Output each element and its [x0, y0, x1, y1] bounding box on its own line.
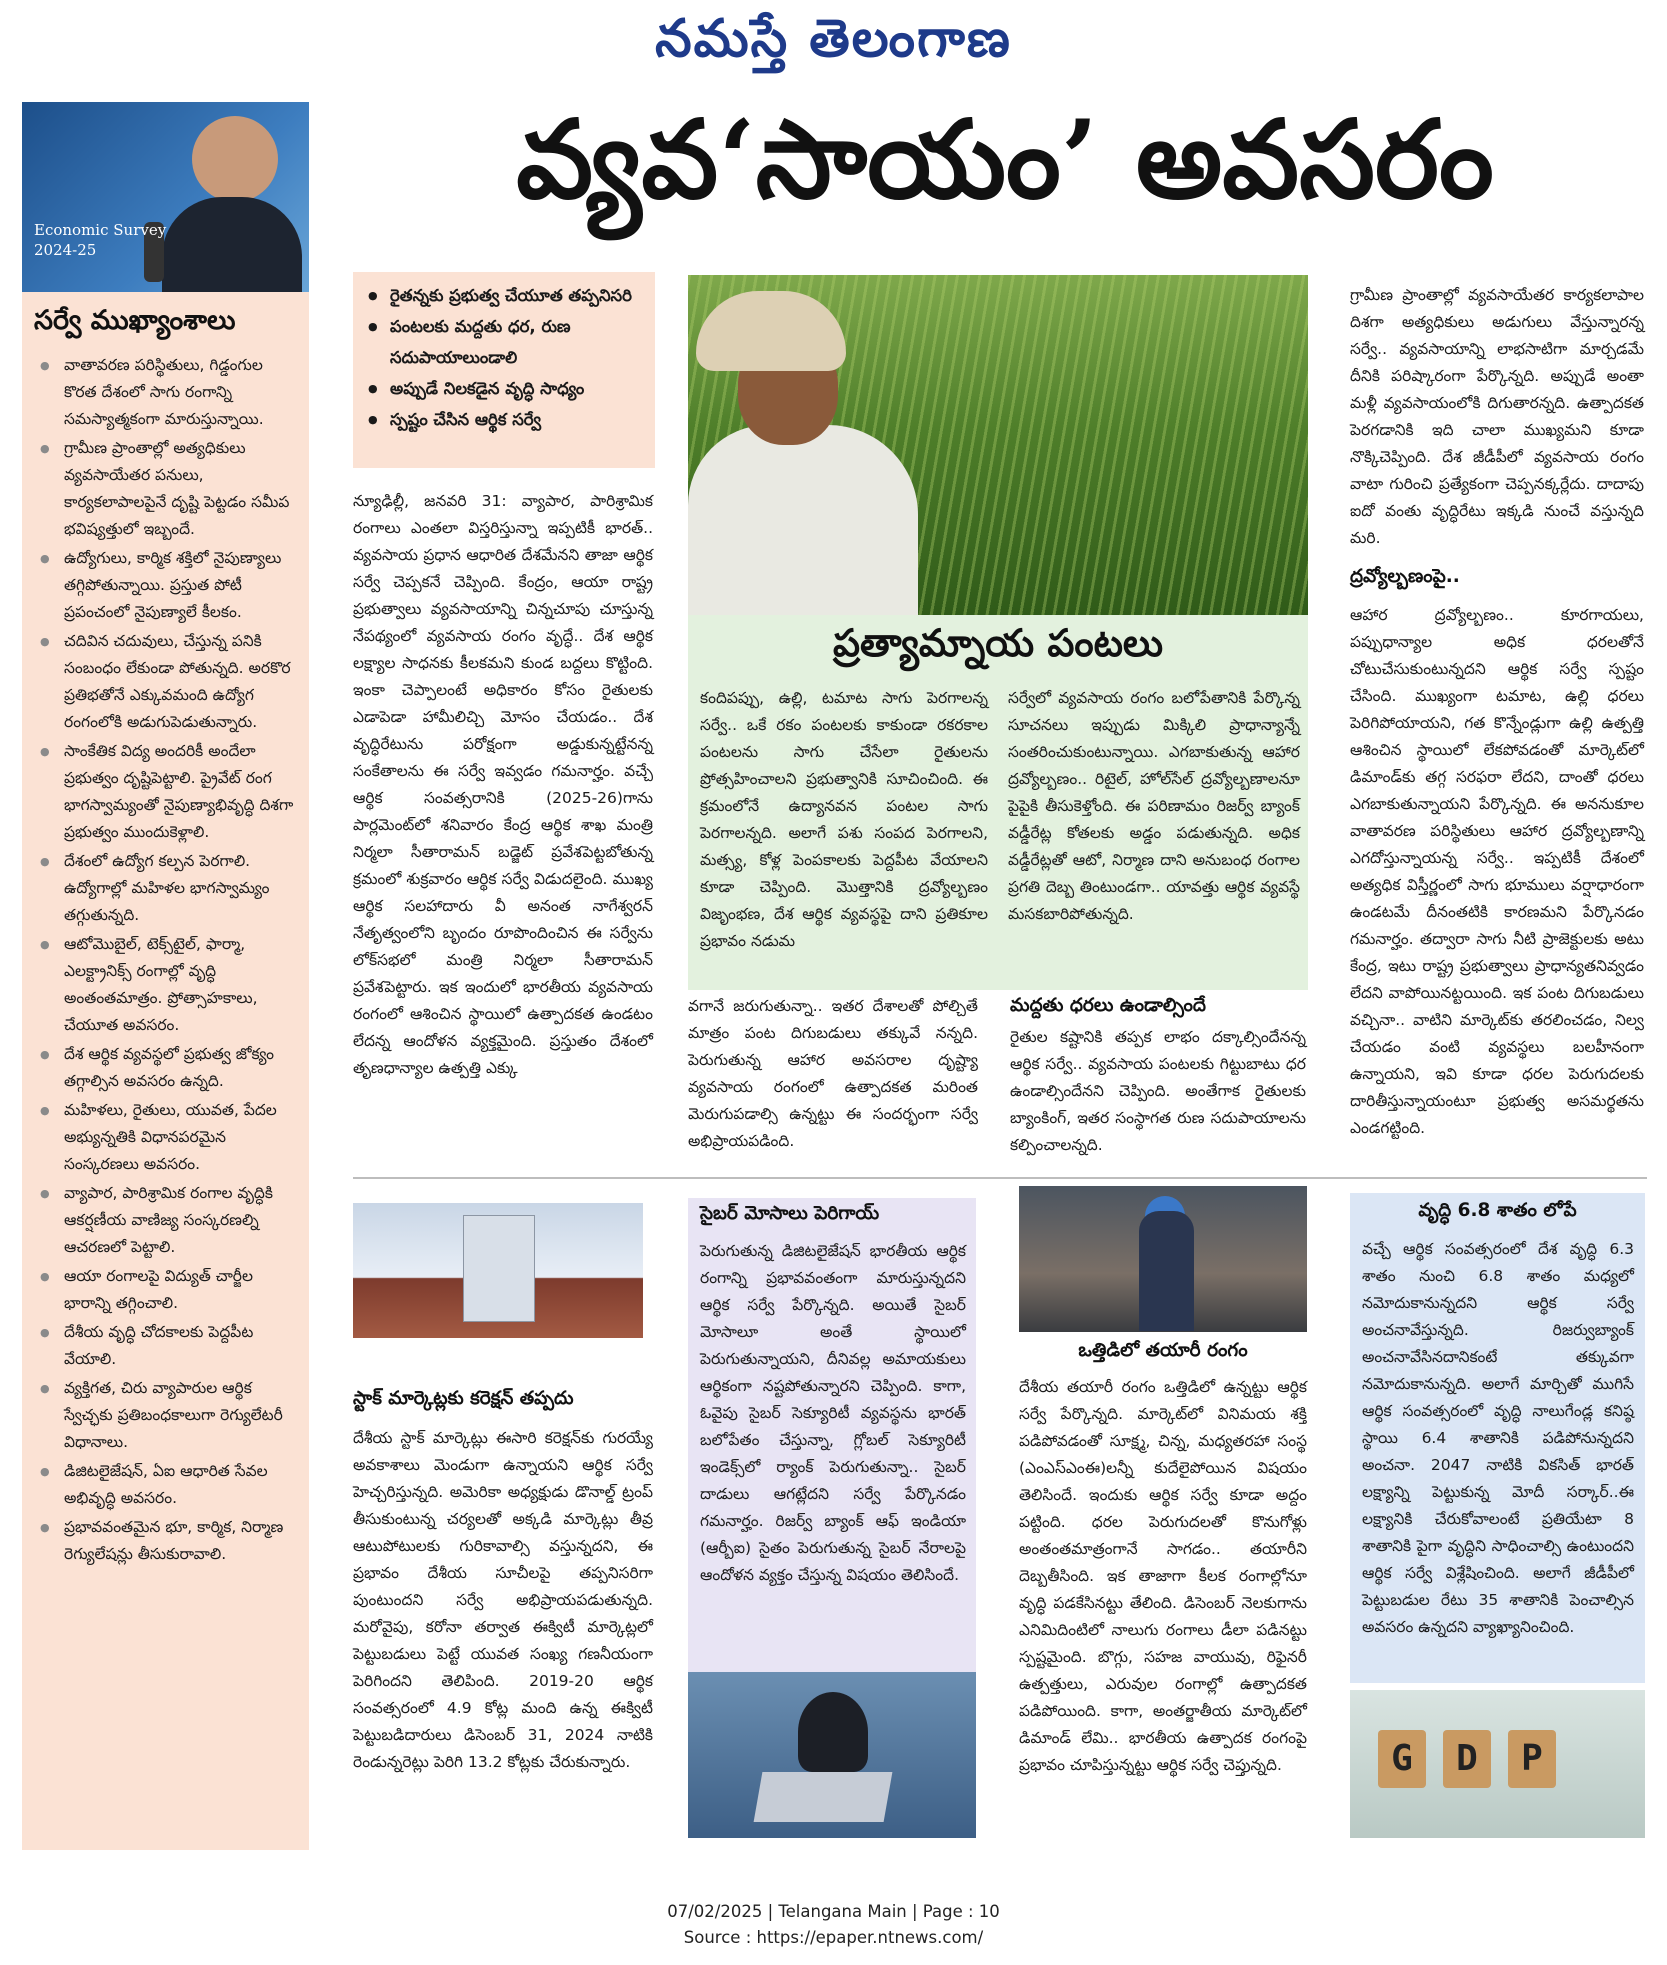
list-item: ● ఆటోమొబైల్, టెక్స్‌టైల్, ఫార్మా, ఎలక్ట్రానిక్స్ రంగాల్లో వృద్ధి అంతంతమాత్రం. ప్రోత్సాహకాలు, చేయూత అవసరం.	[34, 931, 300, 1039]
survey-highlights-list	[34, 352, 300, 1570]
masthead: నమస్తే తెలంగాణ	[655, 8, 1012, 69]
photo-label: Economic Survey 2024-25	[34, 221, 167, 259]
stock-title: స్టాక్ మార్కెట్లకు కరెక్షన్ తప్పదు	[353, 1388, 574, 1409]
inflation-text: ఆహార ద్రవ్యోల్బణం.. కూరగాయలు, పప్పుధాన్యాల అధిక ధరలతోనే చోటుచేసుకుంటున్నదని ఆర్థిక సర్వే స్పష్టం చేసింది. ముఖ్యంగా టమాట, ఉల్లి ధరలు పెరిగిపోయాయని, గత కొన్నేండ్లుగా ఉల్లి ఉత్పత్తి ఆశించిన స్థాయిలో లేకపోవడంతో మార్కెట్‌లో డిమాండ్‌కు తగ్గ సరఫరా లేదని, దాంతో ధరలు ఎగబాకుతున్నాయని పేర్కొన్నది. ఈ అననుకూల వాతావరణ పరిస్థితులు ఆహార ద్రవ్యోల్బణాన్ని ఎగదోస్తున్నాయన్న సర్వే.. ఇప్పటికీ దేశంలో అత్యధిక విస్తీర్ణంలో సాగు భూములు వర్షాధారంగా ఉండటమే దీనంతటికి కారణమని పేర్కొనడం గమనార్హం. తద్వారా సాగు నీటి ప్రాజెక్టులకు అటు కేంద్ర, ఇటు రాష్ట్ర ప్రభుత్వాలు ప్రాధాన్యతనివ్వడం లేదని వాపోయినట్టయింది. ఇక పంట దిగుబడులు వచ్చినా.. వాటిని మార్కెట్‌కు తరలించడం, నిల్వ చేయడం వంటి వ్యవస్థలు బలహీనంగా ఉన్నాయని, ఇవి కూడా ధరల పెరుగుదలకు దారితీస్తున్నాయంటూ ప్రభుత్వ అసమర్థతను ఎండగట్టింది.	[1350, 606, 1644, 1137]
worker-figure	[1139, 1211, 1194, 1331]
farmer-shirt	[688, 425, 918, 615]
farmer-paddy-photo	[688, 275, 1308, 615]
gdp-tile: P	[1508, 1730, 1556, 1788]
list-item: ● మహిళలు, రైతులు, యువత, పేదల అభ్యున్నతికి విధానపరమైన సంస్కరణలు అవసరం.	[34, 1097, 300, 1178]
factory-worker-photo	[1019, 1186, 1307, 1332]
growth-text: వచ్చే ఆర్థిక సంవత్సరంలో దేశ వృద్ధి 6.3 శాతం నుంచి 6.8 శాతం మధ్యలో నమోదుకానున్నదని ఆర్థిక సర్వే అంచనావేస్తున్నది. రిజర్వుబ్యాంక్ అంచనావేసినదానికంటే తక్కువగా నమోదుకానున్నది. అలాగే మార్చితో ముగిసే ఆర్థిక సంవత్సరంలో వృద్ధి నాలుగేండ్ల కనిష్ఠ స్థాయి 6.4 శాతానికి పడిపోనున్నదని అంచనా. 2047 నాటికి వికసిత్ భారత్ లక్ష్యాన్ని పెట్టుకున్న మోదీ సర్కార్..ఈ లక్ష్యానికి చేరుకోవాలంటే ప్రతియేటా 8 శాతానికి పైగా వృద్ధిని సాధించాల్సి ఉంటుందని ఆర్థిక సర్వే విశ్లేషించింది. అలాగే జీడీపీలో పెట్టుబడుల రేటు 35 శాతానికి పెంచాల్సిన అవసరం ఉన్నదని వ్యాఖ్యానించింది.	[1362, 1240, 1634, 1636]
gdp-blocks-photo	[1350, 1690, 1645, 1838]
manufacturing-text: దేశీయ తయారీ రంగం ఒత్తిడిలో ఉన్నట్టు ఆర్థిక సర్వే పేర్కొన్నది. మార్కెట్‌లో వినిమయ శక్తి పడిపోవడంతో సూక్ష్మ, చిన్న, మధ్యతరహా సంస్థ (ఎంఎస్ఎంఈ)లన్నీ కుదేలైపోయిన విషయం తెలిసిందే. ఇందుకు ఆర్థిక సర్వే కూడా అద్దం పట్టింది. ధరల పెరుగుదలతో కొనుగోళ్లు అంతంతమాత్రంగానే సాగడం.. తయారీని దెబ్బతీసింది. ఇక తాజాగా కీలక రంగాల్లోనూ వృద్ధి పడకేసినట్టు తేలింది. డిసెంబర్ నెలకుగాను ఎనిమిదింటిలో నాలుగు రంగాలు డీలా పడినట్టు స్పష్టమైంది. బొగ్గు, సహజ వాయువు, రిఫైనరీ ఉత్పత్తులు, ఎరువుల రంగాల్లో ఉత్పాదకత పడిపోయింది. కాగా, అంతర్జాతీయ మార్కెట్‌లో డిమాండ్ లేమి.. భారతీయ ఉత్పాదక రంగంపై ప్రభావం చూపిస్తున్నట్టు ఆర్థిక సర్వే చెప్తున్నది.	[1019, 1378, 1307, 1774]
highlights-list	[366, 280, 651, 435]
list-item: ● దేశీయ వృద్ధి చోదకాలకు పెద్దపీట వేయాలి.	[34, 1319, 300, 1373]
person-suit	[162, 197, 302, 292]
support-price-title: మద్దతు ధరలు ఉండాల్సిందే	[1010, 995, 1206, 1016]
growth-title: వృద్ధి 6.8 శాతం లోపే	[1418, 1200, 1577, 1221]
building-icon	[463, 1215, 535, 1322]
section-divider	[353, 1177, 1647, 1179]
manufacturing-title: ఒత్తిడిలో తయారీ రంగం	[1078, 1340, 1248, 1361]
list-item: ● గ్రామీణ ప్రాంతాల్లో అత్యధికులు వ్యవసాయేతర పనులు, కార్యకలాపాలపైనే దృష్టి పెట్టడం సమీప భవిష్యత్తులో ఇబ్బందే.	[34, 435, 300, 543]
list-item: ● వ్యాపార, పారిశ్రామిక రంగాల వృద్ధికి ఆకర్షణీయ వాణిజ్య సంస్కరణల్ని ఆచరణలో పెట్టాలి.	[34, 1180, 300, 1261]
person-head	[192, 116, 278, 202]
crops-text-b: సర్వేలో వ్యవసాయ రంగం బలోపేతానికి పేర్కొన్న సూచనలు ఇప్పుడు మిక్కిలి ప్రాధాన్యాన్నే సంతరించుకుంటున్నాయి. ఎగబాకుతున్న ఆహార ద్రవ్యోల్బణం.. రిటైల్, హోల్‌సేల్ ద్రవ్యోల్బణాలనూ పైపైకి తీసుకెళ్తోంది. ఈ పరిణామం రిజర్వ్ బ్యాంక్ వడ్డీరేట్ల కోతలకు అడ్డం పడుతున్నది. అధిక వడ్డీరేట్లతో ఆటో, నిర్మాణ దాని అనుబంధ రంగాల ప్రగతి దెబ్బ తింటుండగా.. యావత్తు ఆర్థిక వ్యవస్థే మసకబారిపోతున్నది.	[1008, 689, 1300, 923]
stock-exchange-photo	[353, 1203, 643, 1338]
crops-continuation: వగానే జరుగుతున్నా.. ఇతర దేశాలతో పోల్చితే మాత్రం పంట దిగుబడులు తక్కువే నన్నది. పెరుగుతున్న ఆహార అవసరాల దృష్ట్యా వ్యవసాయ రంగంలో ఉత్పాదకత మరింత మెరుగుపడాల్సి ఉన్నట్టు ఈ సందర్భంగా సర్వే అభిప్రాయపడింది.	[688, 997, 978, 1150]
list-item: ● ప్రభావవంతమైన భూ, కార్మిక, నిర్మాణ రెగ్యులేషన్లు తీసుకురావాలి.	[34, 1514, 300, 1568]
cyber-title: సైబర్ మోసాలు పెరిగాయ్	[700, 1203, 880, 1224]
sidebar-title: సర్వే ముఖ్యాంశాలు	[34, 305, 236, 336]
headline: వ్యవ‘సాయం’ అవసరం	[516, 97, 1494, 223]
crops-text-a: కందిపప్పు, ఉల్లి, టమాట సాగు పెరగాలన్న సర్వే.. ఒకే రకం పంటలకు కాకుండా రకరకాల పంటలను సాగు చేసేలా రైతులను ప్రోత్సహించాలని ప్రభుత్వానికి సూచించింది. ఈ క్రమంలోనే ఉద్యానవన పంటల సాగు పెరగాలన్నది. అలాగే పశు సంపద పెరగాలని, మత్స్య, కోళ్ల పెంపకాలకు పెద్దపీట వేయాలని కూడా చెప్పింది. మొత్తానికి ద్రవ్యోల్బణం విజృంభణ, దేశ ఆర్థిక వ్యవస్థపై దాని ప్రతికూల ప్రభావం నడుమ	[700, 689, 988, 950]
gdp-tile: D	[1443, 1730, 1491, 1788]
list-item: ● దేశ ఆర్థిక వ్యవస్థలో ప్రభుత్వ జోక్యం తగ్గాల్సిన అవసరం ఉన్నది.	[34, 1041, 300, 1095]
main-article-text: న్యూఢిల్లీ, జనవరి 31: వ్యాపార, పారిశ్రామిక రంగాలు ఎంతలా విస్తరిస్తున్నా ఇప్పటికీ భారత్.. వ్యవసాయ ప్రధాన ఆధారిత దేశమేనని తాజా ఆర్థిక సర్వే చెప్పకనే చెప్పింది. కేంద్రం, ఆయా రాష్ట్ర ప్రభుత్వాలు వ్యవసాయాన్ని చిన్నచూపు చూస్తున్న నేపథ్యంలో వ్యవసాయ రంగం వృద్ధే.. దేశ ఆర్థిక లక్ష్యాల సాధనకు కీలకమని కుండ బద్దలు కొట్టింది. ఇంకా చెప్పాలంటే అధికారం కోసం రైతులకు ఎడాపెడా హామీలిచ్చి మోసం చేయడం.. దేశ వృద్ధిరేటును పరోక్షంగా అడ్డుకున్నట్టేనన్న సంకేతాలను ఈ సర్వే ఇవ్వడం గమనార్హం. వచ్చే ఆర్థిక సంవత్సరానికి (2025-26)గాను పార్లమెంట్‌లో శనివారం కేంద్ర ఆర్థిక శాఖ మంత్రి నిర్మలా సీతారామన్ బడ్జెట్ ప్రవేశపెట్టబోతున్న క్రమంలో శుక్రవారం ఆర్థిక సర్వే విడుదలైంది. ముఖ్య ఆర్థిక సలహాదారు వీ అనంత నాగేశ్వరన్ నేతృత్వంలోని బృందం రూపొందించిన ఈ సర్వేను లోక్‌సభలో మంత్రి నిర్మలా సీతారామన్ ప్రవేశపెట్టారు. ఇక ఇందులో భారతీయ వ్యవసాయ రంగంలో ఆశించిన స్థాయిలో ఉత్పాదకత ఉండటం లేదన్న ఆందోళన వ్యక్తమైంది. ప్రస్తుతం దేశంలో తృణధాన్యాల ఉత్పత్తి ఎక్కు	[353, 492, 653, 1077]
list-item: ● ఆయా రంగాలపై విద్యుత్ చార్జీల భారాన్ని తగ్గించాలి.	[34, 1263, 300, 1317]
hacker-photo	[688, 1672, 976, 1838]
list-item: ● రైతన్నకు ప్రభుత్వ చేయూత తప్పనిసరి	[366, 280, 651, 311]
list-item: ● పంటలకు మద్దతు ధర, రుణ సదుపాయాలుండాలి	[366, 311, 651, 373]
list-item: ● చదివిన చదువులు, చేస్తున్న పనికి సంబంధం లేకుండా పోతున్నది. అరకొర ప్రతిభతోనే ఎక్కువమంది ఉద్యోగ రంగంలోకి అడుగుపెడుతున్నారు.	[34, 628, 300, 736]
list-item: ● డిజిటలైజేషన్, ఏఐ ఆధారిత సేవల అభివృద్ధి అవసరం.	[34, 1458, 300, 1512]
list-item: ● వాతావరణ పరిస్థితులు, గిడ్డంగుల కొరత దేశంలో సాగు రంగాన్ని సమస్యాత్మకంగా మారుస్తున్నాయి.	[34, 352, 300, 433]
gdp-tile: G	[1378, 1730, 1426, 1788]
list-item: ● స్పష్టం చేసిన ఆర్థిక సర్వే	[366, 404, 651, 435]
list-item: ● దేశంలో ఉద్యోగ కల్పన పెరగాలి. ఉద్యోగాల్లో మహిళల భాగస్వామ్యం తగ్గుతున్నది.	[34, 848, 300, 929]
footer-date: 07/02/2025 | Telangana Main | Page : 10	[667, 1902, 1000, 1921]
list-item: ● సాంకేతిక విద్య అందరికీ అందేలా ప్రభుత్వం దృష్టిపెట్టాలి. ప్రైవేట్ రంగ భాగస్వామ్యంతో నైపుణ్యాభివృద్ధి దిశగా ప్రభుత్వం ముందుకెళ్లాలి.	[34, 738, 300, 846]
hacker-hood	[798, 1692, 868, 1772]
crops-title: ప్రత్యామ్నాయ పంటలు	[832, 620, 1164, 665]
support-price-text: రైతుల కష్టానికి తప్పక లాభం దక్కాల్సిందేనన్న ఆర్థిక సర్వే.. వ్యవసాయ పంటలకు గిట్టుబాటు ధర ఉండాల్సిందేనని చెప్పింది. అంతేగాక రైతులకు బ్యాంకింగ్, ఇతర సంస్థాగత రుణ సదుపాయాలను కల్పించాలన్నది.	[1010, 1028, 1306, 1154]
right-column-text: గ్రామీణ ప్రాంతాల్లో వ్యవసాయేతర కార్యకలాపాల దిశగా అత్యధికులు అడుగులు వేస్తున్నారన్న సర్వే.. వ్యవసాయాన్ని లాభసాటిగా మార్చడమే దీనికి పరిష్కారంగా పేర్కొన్నది. అప్పుడే అంతా మళ్లీ వ్యవసాయంలోకి దిగుతారన్నది. ఉత్పాదకత పెరగడానికి ఇది చాలా ముఖ్యమని కూడా నొక్కిచెప్పింది. దేశ జీడీపీలో వ్యవసాయ రంగం వాటా గురించి ప్రత్యేకంగా చెప్పనక్కర్లేదు. దాదాపు ఐదో వంతు వృద్ధిరేటు ఇక్కడి నుంచే వస్తున్నది మరి.	[1350, 286, 1644, 547]
list-item: ● అప్పుడే నిలకడైన వృద్ధి సాధ్యం	[366, 373, 651, 404]
footer-source: Source : https://epaper.ntnews.com/	[683, 1928, 984, 1947]
economic-survey-photo	[22, 102, 309, 292]
stock-text: దేశీయ స్టాక్ మార్కెట్లు ఈసారి కరెక్షన్‌కు గురయ్యే అవకాశాలు మెండుగా ఉన్నాయని ఆర్థిక సర్వే హెచ్చరిస్తున్నది. అమెరికా అధ్యక్షుడు డొనాల్డ్ ట్రంప్ తీసుకుంటున్న చర్యలతో అక్కడి మార్కెట్లు తీవ్ర ఆటుపోటులకు గురికావాల్సి వస్తున్నదని, ఈ ప్రభావం దేశీయ సూచీలపై తప్పనిసరిగా పుంటుందని సర్వే అభిప్రాయపడుతున్నది. మరోవైపు, కరోనా తర్వాత ఈక్విటీ మార్కెట్లలో పెట్టుబడులు పెట్టే యువత సంఖ్య గణనీయంగా పెరిగిందని తెలిపింది. 2019-20 ఆర్థిక సంవత్సరంలో 4.9 కోట్ల మంది ఉన్న ఈక్విటీ పెట్టుబడిదారులు డిసెంబర్ 31, 2024 నాటికి రెండున్నరెట్లు పెరిగి 13.2 కోట్లకు చేరుకున్నారు.	[353, 1429, 653, 1771]
laptop-icon	[754, 1772, 893, 1822]
cyber-text: పెరుగుతున్న డిజిటలైజేషన్ భారతీయ ఆర్థిక రంగాన్ని ప్రభావవంతంగా మారుస్తున్నదని ఆర్థిక సర్వే పేర్కొన్నది. అయితే సైబర్ మోసాలూ అంతే స్థాయిలో పెరుగుతున్నాయని, దీనివల్ల అమాయకులు ఆర్థికంగా నష్టపోతున్నారని చెప్పింది. కాగా, ఓవైపు సైబర్ సెక్యూరిటీ వ్యవస్థను భారత్ బలోపేతం చేస్తున్నా, గ్లోబల్ సెక్యూరిటీ ఇండెక్స్‌లో ర్యాంక్ పెరుగుతున్నా.. సైబర్ దాడులు ఆగట్లేదని సర్వే పేర్కొనడం గమనార్హం. రిజర్వ్ బ్యాంక్ ఆఫ్ ఇండియా (ఆర్బీఐ) సైతం పెరుగుతున్న సైబర్ నేరాలపై ఆందోళన వ్యక్తం చేస్తున్న విషయం తెలిసిందే.	[700, 1242, 966, 1584]
list-item: ● ఉద్యోగులు, కార్మిక శక్తిలో నైపుణ్యాలు తగ్గిపోతున్నాయి. ప్రస్తుత పోటీ ప్రపంచంలో నైపుణ్యాలే కీలకం.	[34, 545, 300, 626]
list-item: ● వ్యక్తిగత, చిరు వ్యాపారుల ఆర్థిక స్వేచ్ఛకు ప్రతిబంధకాలుగా రెగ్యులేటరీ విధానాలు.	[34, 1375, 300, 1456]
inflation-subtitle: ద్రవ్యోల్బణంపై..	[1350, 566, 1460, 587]
